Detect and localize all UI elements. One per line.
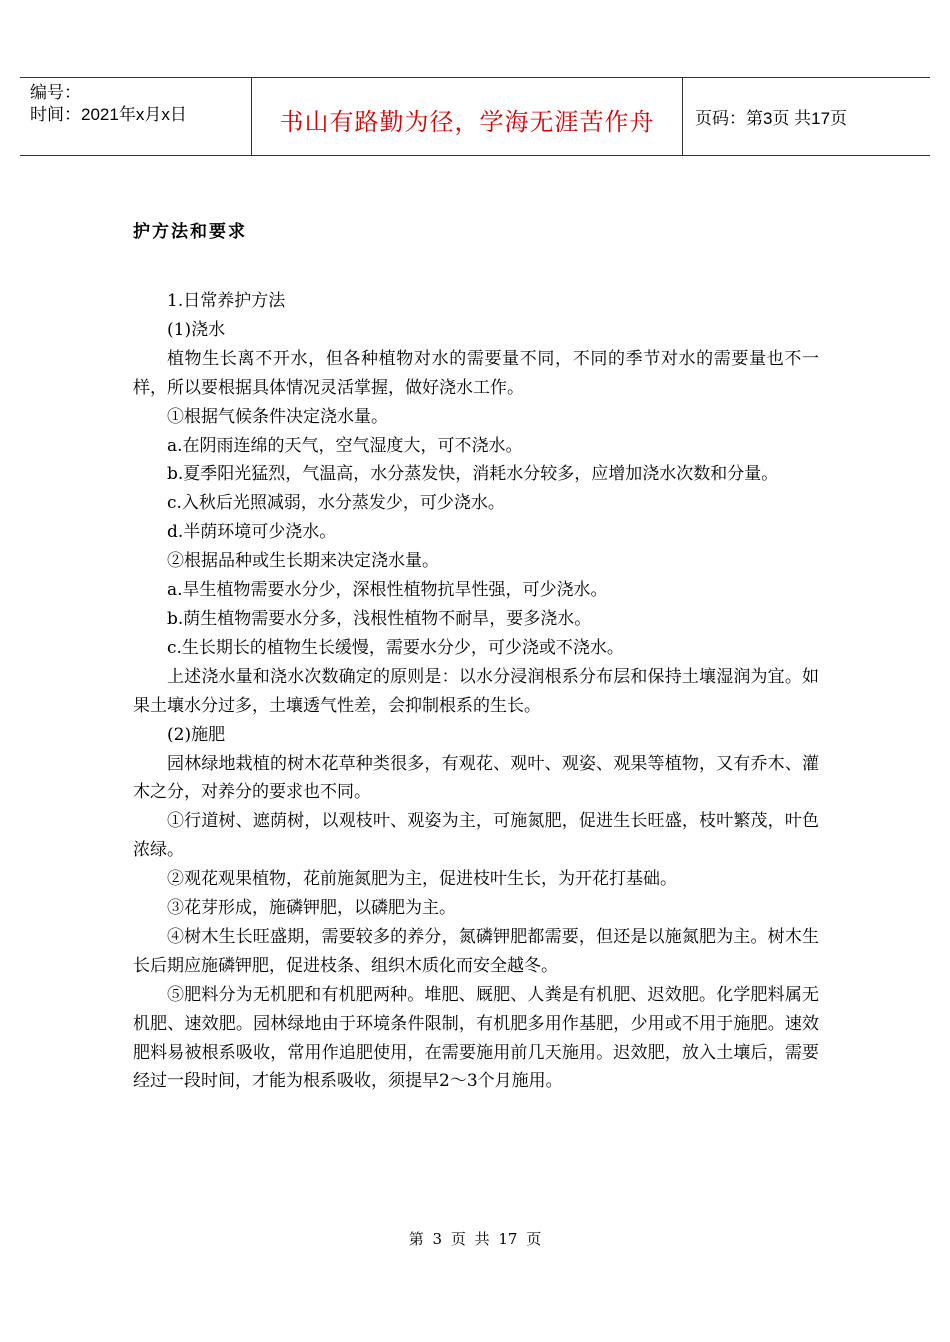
- paragraph: b.夏季阳光猛烈，气温高，水分蒸发快，消耗水分较多，应增加浇水次数和分量。: [167, 464, 779, 485]
- page-code: 页码：第3页 共17页: [695, 109, 848, 128]
- paragraph: 植物生长离不开水，但各种植物对水的需要量不同，不同的季节对水的需要量也不一样，所以要根据具体情况灵活掌握，做好浇水工作。: [133, 348, 819, 398]
- paragraph: a.在阴雨连绵的天气，空气湿度大，可不浇水。: [167, 435, 523, 456]
- paragraph: ⑤肥料分为无机肥和有机肥两种。堆肥、厩肥、人粪是有机肥、迟效肥。化学肥料属无机肥、速效肥。园林绿地由于环境条件限制，有机肥多用作基肥，少用或不用于施肥。速效肥料易被根系吸收，常用作追肥使用，在需要施用前几天施用。迟效肥，放入土壤后，需要经过一段时间，才能为根系吸收，须提早2～3个月施用。: [133, 984, 819, 1092]
- header-motto-cell: [252, 78, 683, 155]
- paragraph: b.荫生植物需要水分多，浅根性植物不耐旱，要多浇水。: [167, 608, 592, 629]
- paragraph: ②观花观果植物，花前施氮肥为主，促进枝叶生长，为开花打基础。: [167, 869, 677, 890]
- paragraph: c.入秋后光照减弱，水分蒸发少，可少浇水。: [167, 493, 505, 514]
- document-body: [133, 287, 819, 1096]
- paragraph: ①行道树、遮荫树，以观枝叶、观姿为主，可施氮肥，促进生长旺盛，枝叶繁茂，叶色浓绿。: [133, 811, 819, 861]
- paragraph: ①根据气候条件决定浇水量。: [167, 406, 388, 427]
- header-table: [20, 77, 930, 156]
- paragraph: 1.日常养护方法: [167, 291, 286, 311]
- paragraph: (1)浇水: [167, 319, 226, 340]
- time-label: 时间：2021年x月x日: [30, 105, 187, 124]
- paragraph: 园林绿地栽植的树木花草种类很多，有观花、观叶、观姿、观果等植物，又有乔木、灌木之分，对养分的要求也不同。: [133, 753, 819, 803]
- page-footer: 第 3 页 共 17 页: [408, 1230, 542, 1248]
- header-meta-cell: [20, 78, 252, 155]
- header-page-cell: [683, 78, 930, 155]
- paragraph: ④树木生长旺盛期，需要较多的养分，氮磷钾肥都需要，但还是以施氮肥为主。树木生长后期应施磷钾肥，促进枝条、组织木质化而安全越冬。: [133, 926, 819, 976]
- serial-label: 编号：: [30, 83, 81, 102]
- paragraph: ③花芽形成，施磷钾肥，以磷肥为主。: [167, 898, 456, 919]
- paragraph: d.半荫环境可少浇水。: [167, 522, 337, 543]
- paragraph: ②根据品种或生长期来决定浇水量。: [167, 551, 439, 572]
- paragraph: (2)施肥: [167, 724, 226, 745]
- paragraph: a.旱生植物需要水分少，深根性植物抗旱性强，可少浇水。: [167, 580, 608, 601]
- motto-text: 书山有路勤为径，学海无涯苦作舟: [279, 108, 655, 136]
- section-title: 护方法和要求: [133, 222, 247, 242]
- paragraph: c.生长期长的植物生长缓慢，需要水分少，可少浇或不浇水。: [167, 637, 624, 658]
- paragraph: 上述浇水量和浇水次数确定的原则是：以水分浸润根系分布层和保持土壤湿润为宜。如果土壤水分过多，土壤透气性差，会抑制根系的生长。: [133, 666, 819, 716]
